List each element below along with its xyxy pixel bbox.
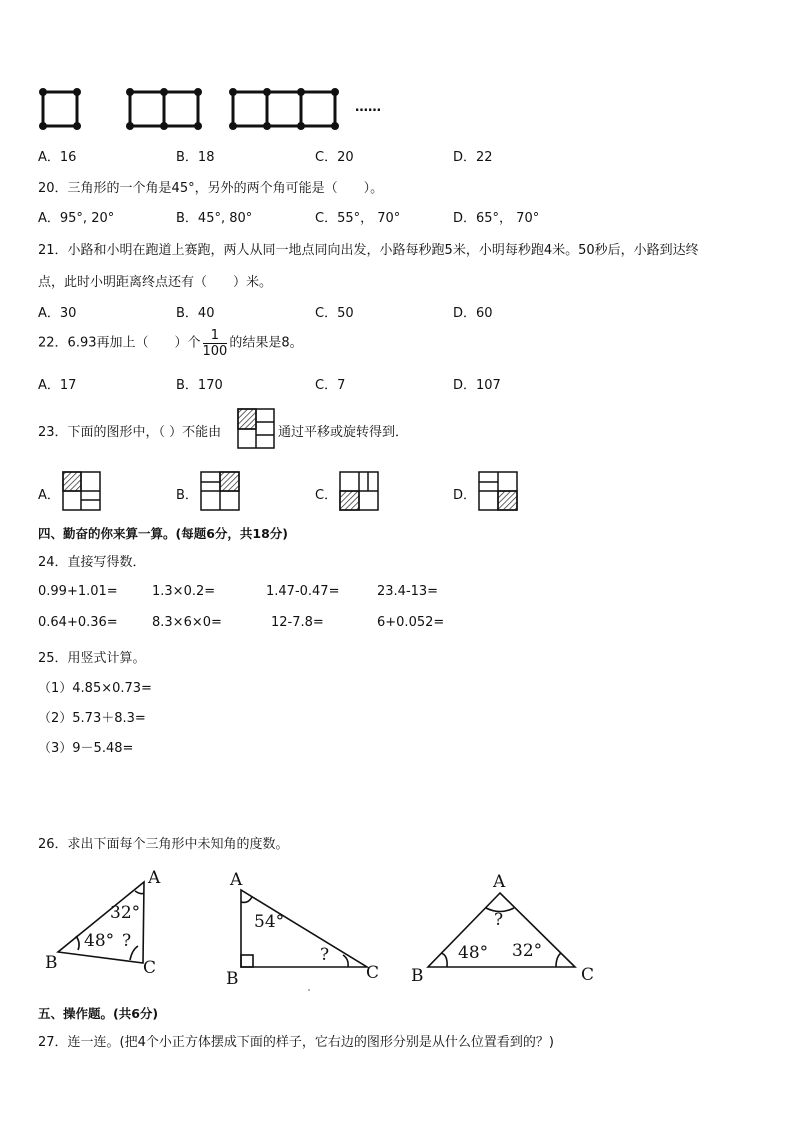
- q23-reference-figure: [238, 409, 274, 448]
- q23-option-a-figure: [63, 472, 100, 510]
- tri1-angle-a: 32°: [110, 903, 141, 923]
- q23-option-a[interactable]: A．: [38, 488, 60, 503]
- tri2-angle-c: ?: [320, 945, 330, 965]
- q21-option-a[interactable]: A．30: [38, 306, 77, 321]
- fraction: [203, 328, 228, 359]
- tri1-angle-b: 48°: [84, 931, 115, 951]
- q25-item-3: （3）9－5.48=: [38, 741, 134, 756]
- tri1-vertex-a: A: [148, 868, 161, 888]
- triangle-3: [428, 893, 575, 967]
- tri2-vertex-c: C: [366, 963, 380, 983]
- q23-suffix: 通过平移或旋转得到．: [278, 425, 409, 440]
- matchstick-figure-2: [128, 90, 201, 129]
- tri3-angle-b: 48°: [458, 943, 489, 963]
- q24-text: 24．直接写得数．: [38, 555, 146, 570]
- q24-item: 0.99+1.01=: [38, 584, 118, 599]
- q20-option-a[interactable]: A．95°, 20°: [38, 211, 115, 226]
- tri3-angle-c: 32°: [512, 941, 543, 961]
- q21-option-d[interactable]: D．60: [453, 306, 493, 321]
- q24-item: 1.3×0.2=: [152, 584, 216, 599]
- matchstick-figure-1: [41, 90, 80, 129]
- q24-item: 12-7.8=: [271, 615, 324, 630]
- q23-option-c[interactable]: C．: [315, 488, 338, 503]
- q19-option-b[interactable]: B．18: [176, 150, 215, 165]
- q23-option-c-figure: [340, 472, 378, 510]
- q22-suffix: 的结果是8。: [229, 335, 303, 351]
- tri3-angle-a: ?: [494, 910, 504, 930]
- q23-option-b[interactable]: B．: [176, 488, 198, 503]
- q20-option-d[interactable]: D．65°， 70°: [453, 211, 540, 226]
- tri3-vertex-a: A: [493, 872, 506, 892]
- q20-option-b[interactable]: B．45°, 80°: [176, 211, 253, 226]
- q24-item: 1.47-0.47=: [266, 584, 340, 599]
- tri2-vertex-a: A: [230, 870, 243, 890]
- matchstick-figure-3: [231, 90, 338, 129]
- q27-text: 27．连一连。(把4个小正方体摆成下面的样子，它右边的图形分别是从什么位置看到的？): [38, 1035, 554, 1050]
- q22-option-c[interactable]: C．7: [315, 378, 346, 393]
- tri1-vertex-b: B: [45, 953, 58, 973]
- q21-option-b[interactable]: B．40: [176, 306, 215, 321]
- section-5-title: 五、操作题。(共6分): [38, 1006, 159, 1021]
- speck: [308, 989, 310, 991]
- q19-option-d[interactable]: D．22: [453, 150, 493, 165]
- q21-text-line1: 21．小路和小明在跑道上赛跑，两人从同一地点同向出发，小路每秒跑5米，小明每秒跑4米。50秒后，小路到达终: [38, 243, 699, 258]
- tri1-angle-c: ?: [122, 931, 132, 951]
- fraction-denominator: 100: [202, 344, 228, 359]
- tri3-vertex-b: B: [411, 966, 424, 986]
- q25-text: 25．用竖式计算。: [38, 651, 146, 666]
- q22-prefix: 22．6.93再加上（ ）个: [38, 335, 201, 351]
- section-4-title: 四、勤奋的你来算一算。(每题6分，共18分): [38, 526, 289, 541]
- q20-option-c[interactable]: C．55°， 70°: [315, 211, 401, 226]
- q26-text: 26．求出下面每个三角形中未知角的度数。: [38, 837, 289, 852]
- q22-option-a[interactable]: A．17: [38, 378, 77, 393]
- fraction-numerator: 1: [203, 328, 228, 344]
- q21-option-c[interactable]: C．50: [315, 306, 354, 321]
- q19-ellipsis: ……: [355, 100, 381, 115]
- q20-text: 20．三角形的一个角是45°，另外的两个角可能是（ ）。: [38, 181, 384, 196]
- tri3-vertex-c: C: [581, 965, 595, 985]
- tri1-vertex-c: C: [143, 958, 157, 978]
- q25-item-2: （2）5.73＋8.3=: [38, 711, 146, 726]
- q25-item-1: （1）4.85×0.73=: [38, 681, 152, 696]
- q19-option-a[interactable]: A．16: [38, 150, 77, 165]
- q22-option-d[interactable]: D．107: [453, 378, 501, 393]
- q23-option-d[interactable]: D．: [453, 488, 477, 503]
- q24-item: 0.64+0.36=: [38, 615, 118, 630]
- q19-option-c[interactable]: C．20: [315, 150, 354, 165]
- q21-text-line2: 点，此时小明距离终点还有（ ）米。: [38, 275, 273, 290]
- q24-item: 23.4-13=: [377, 584, 439, 599]
- tri2-angle-a: 54°: [254, 912, 285, 932]
- q23-prefix: 23．下面的图形中，（ ）不能由: [38, 425, 222, 440]
- q24-item: 8.3×6×0=: [152, 615, 222, 630]
- tri2-vertex-b: B: [226, 969, 239, 989]
- q23-option-b-figure: [201, 472, 239, 510]
- q22-option-b[interactable]: B．170: [176, 378, 223, 393]
- q24-item: 6+0.052=: [377, 615, 445, 630]
- q22-line: [38, 328, 303, 359]
- q23-option-d-figure: [479, 472, 517, 510]
